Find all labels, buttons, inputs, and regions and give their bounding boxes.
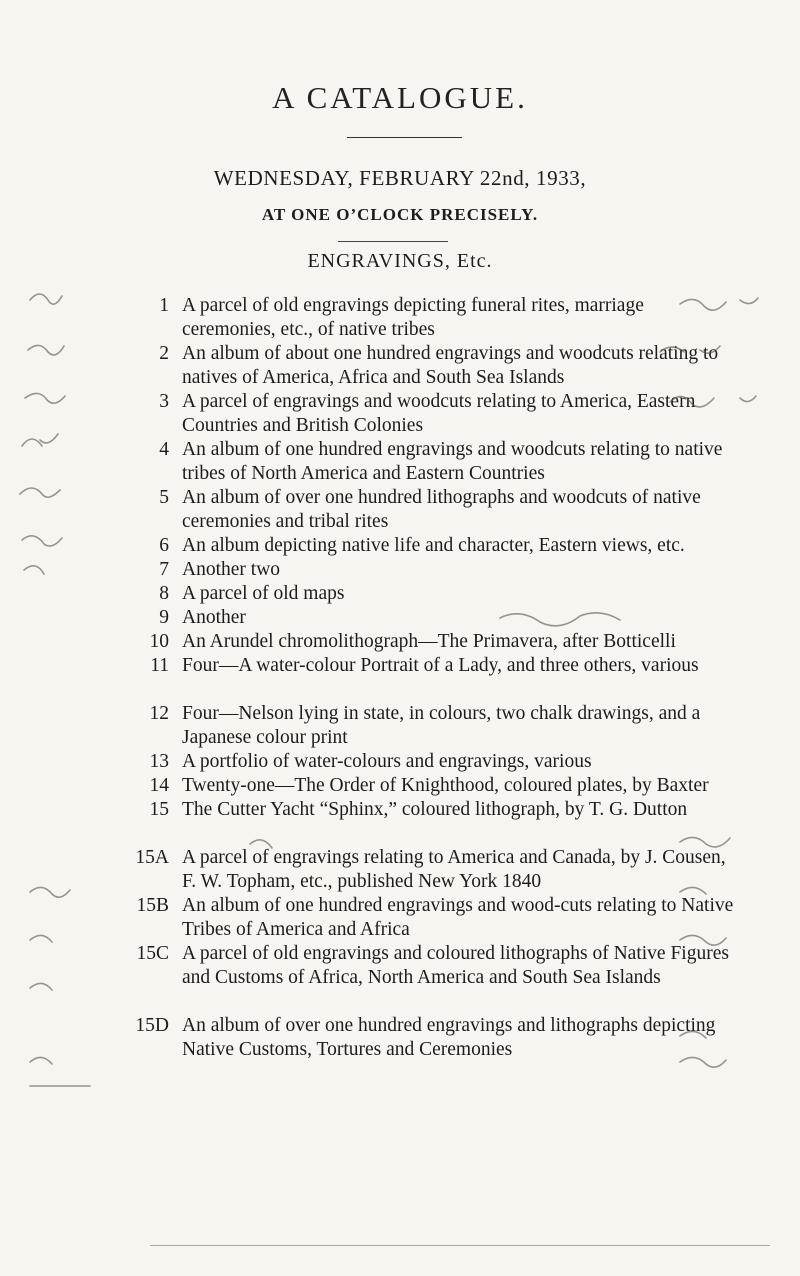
lot-number: 15B <box>136 895 169 916</box>
lot-description: A parcel of old engravings and coloured lithographs of Native Figures and Customs of Africa, North America and South Sea Islands <box>182 943 729 988</box>
lot-number: 2 <box>159 343 169 364</box>
lot-description: An album of one hundred engravings and wood-cuts relating to Native Tribes of America and Africa <box>182 895 734 940</box>
lot-description: Twenty-one—The Order of Knighthood, coloured plates, by Baxter <box>182 775 709 796</box>
lot-description: An album of about one hundred engravings and woodcuts relating to natives of America, Africa and South Sea Islands <box>182 343 719 388</box>
lot-description: The Cutter Yacht “Sphinx,” coloured lithograph, by T. G. Dutton <box>182 799 688 820</box>
lot-number: 14 <box>149 775 169 796</box>
lot-number: 11 <box>150 655 169 676</box>
sale-date: WEDNESDAY, FEBRUARY 22nd, 1933, <box>213 166 587 190</box>
lot-description: Four—A water-colour Portrait of a Lady, and three others, various <box>182 655 699 676</box>
lot-description: A portfolio of water-colours and engravings, various <box>182 751 592 772</box>
lot-description: A parcel of engravings relating to America and Canada, by J. Cousen, F. W. Topham, etc., published New York 1840 <box>182 847 726 892</box>
lot-description: An album depicting native life and character, Eastern views, etc. <box>182 535 685 556</box>
lot-number: 10 <box>149 631 169 652</box>
section-heading: ENGRAVINGS, Etc. <box>307 250 493 272</box>
lot-description: Another <box>182 607 246 628</box>
lot-description: An album of one hundred engravings and woodcuts relating to native tribes of North America and Eastern Countries <box>182 439 723 484</box>
lot-number: 15 <box>149 799 169 820</box>
lot-description: Another two <box>182 559 281 580</box>
lot-description: An album of over one hundred lithographs and woodcuts of native ceremonies and tribal rites <box>182 487 701 532</box>
lot-number: 4 <box>159 439 169 460</box>
lot-number: 5 <box>159 487 169 508</box>
lot-number: 15A <box>135 847 169 868</box>
lot-number: 6 <box>159 535 169 556</box>
lot-number: 15D <box>135 1015 169 1036</box>
lot-description: A parcel of old engravings depicting funeral rites, marriage ceremonies, etc., of native tribes <box>182 295 644 340</box>
lot-number: 15C <box>136 943 169 964</box>
lot-number: 7 <box>159 559 169 580</box>
lot-number: 9 <box>159 607 169 628</box>
lot-number: 8 <box>159 583 169 604</box>
lot-number: 1 <box>159 295 169 316</box>
bottom-rule <box>150 1245 770 1246</box>
lot-description: A parcel of old maps <box>182 583 345 604</box>
lot-description: An album of over one hundred engravings and lithographs depicting Native Customs, Tortures and Ceremonies <box>182 1015 716 1060</box>
lot-description: Four—Nelson lying in state, in colours, two chalk drawings, and a Japanese colour print <box>182 703 701 748</box>
catalogue-title: A CATALOGUE. <box>272 80 528 115</box>
lot-number: 3 <box>159 391 169 412</box>
lot-description: An Arundel chromolithograph—The Primavera, after Botticelli <box>182 631 676 652</box>
sale-time: AT ONE O’CLOCK PRECISELY. <box>261 205 539 224</box>
lot-description: A parcel of engravings and woodcuts relating to America, Eastern Countries and British Colonies <box>182 391 696 436</box>
lot-number: 12 <box>149 703 169 724</box>
lot-number: 13 <box>149 751 169 772</box>
